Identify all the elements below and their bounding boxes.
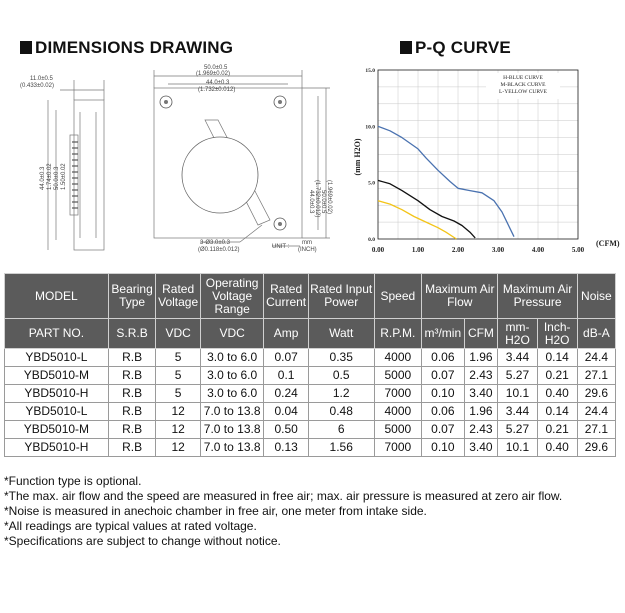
header-speed: Speed bbox=[374, 274, 422, 319]
table-row bbox=[5, 403, 616, 421]
header-noise: Noise bbox=[577, 274, 615, 319]
table-cell: 10.1 bbox=[498, 385, 537, 403]
x-tick-label: 3.00 bbox=[491, 246, 505, 254]
unit-speed: R.P.M. bbox=[374, 319, 422, 349]
table-cell: R.B bbox=[108, 385, 156, 403]
table-cell: 7000 bbox=[374, 385, 422, 403]
table-cell: 4000 bbox=[374, 349, 422, 367]
table-row bbox=[5, 439, 616, 457]
table-row bbox=[5, 385, 616, 403]
legend-yellow: L-YELLOW CURVE bbox=[499, 89, 547, 95]
table-cell: 0.24 bbox=[264, 385, 308, 403]
table-cell: 7.0 to 13.8 bbox=[200, 403, 264, 421]
table-cell: 27.1 bbox=[577, 367, 615, 385]
table-cell: 0.21 bbox=[537, 367, 577, 385]
table-cell: 0.07 bbox=[264, 349, 308, 367]
table-cell: 3.44 bbox=[498, 403, 537, 421]
square-bullet-icon bbox=[400, 41, 412, 54]
table-cell: 24.4 bbox=[577, 403, 615, 421]
dimensions-title: DIMENSIONS DRAWING bbox=[20, 38, 233, 58]
unit-part-no: PART NO. bbox=[5, 319, 109, 349]
table-cell: 0.40 bbox=[537, 439, 577, 457]
y-tick-label: 0.0 bbox=[368, 237, 375, 243]
table-cell: YBD5010-H bbox=[5, 439, 109, 457]
table-cell: 12 bbox=[156, 403, 200, 421]
table-cell: R.B bbox=[108, 367, 156, 385]
table-cell: 27.1 bbox=[577, 421, 615, 439]
header-rated-current: Rated Current bbox=[264, 274, 308, 319]
header-rated-input-power: Rated Input Power bbox=[308, 274, 374, 319]
header-rated-voltage: Rated Voltage bbox=[156, 274, 200, 319]
unit-pressure-mm: mm-H2O bbox=[498, 319, 537, 349]
unit-pressure-inch: Inch-H2O bbox=[537, 319, 577, 349]
note-item: *All readings are typical values at rated voltage. bbox=[4, 519, 257, 533]
table-cell: 0.21 bbox=[537, 421, 577, 439]
x-axis-label: (CFM) bbox=[596, 239, 620, 248]
header-bearing-type: Bearing Type bbox=[108, 274, 156, 319]
table-cell: R.B bbox=[108, 439, 156, 457]
dimensions-drawing bbox=[0, 60, 340, 265]
y-tick-label: 10.0 bbox=[365, 124, 375, 131]
top-inner-inch: (1.732±0.012) bbox=[198, 87, 236, 93]
table-cell: YBD5010-L bbox=[5, 403, 109, 421]
unit-noise: dB-A bbox=[577, 319, 615, 349]
side-width-dim: 11.0±0.5 bbox=[30, 76, 53, 82]
y-axis-label: (mm H2O) bbox=[353, 138, 362, 176]
table-cell: 24.4 bbox=[577, 349, 615, 367]
hole-inch: (Ø0.118±0.012) bbox=[198, 247, 240, 253]
table-cell: 7000 bbox=[374, 439, 422, 457]
table-cell: 5.27 bbox=[498, 421, 537, 439]
unit-label: UNIT : bbox=[272, 244, 290, 250]
table-header-row bbox=[5, 274, 616, 319]
note-item: *Function type is optional. bbox=[4, 474, 142, 488]
header-max-air-pressure: Maximum Air Pressure bbox=[498, 274, 577, 319]
table-cell: 5000 bbox=[374, 421, 422, 439]
table-cell: 3.0 to 6.0 bbox=[200, 367, 264, 385]
table-cell: 0.04 bbox=[264, 403, 308, 421]
table-cell: YBD5010-L bbox=[5, 349, 109, 367]
unit-flow-cfm: CFM bbox=[464, 319, 498, 349]
table-cell: 4000 bbox=[374, 403, 422, 421]
table-cell: 0.07 bbox=[422, 421, 464, 439]
table-cell: 3.0 to 6.0 bbox=[200, 349, 264, 367]
header-model: MODEL bbox=[5, 274, 109, 319]
table-cell: 29.6 bbox=[577, 385, 615, 403]
side-height-dim-4: 1.50±0.02 bbox=[61, 163, 67, 190]
top-width-inch: (1.969±0.02) bbox=[196, 71, 230, 77]
table-unit-row bbox=[5, 319, 616, 349]
legend-black: M-BLACK CURVE bbox=[500, 82, 546, 88]
table-cell: 7.0 to 13.8 bbox=[200, 439, 264, 457]
unit-current: Amp bbox=[264, 319, 308, 349]
table-cell: 12 bbox=[156, 439, 200, 457]
table-cell: 6 bbox=[308, 421, 374, 439]
table-cell: 0.10 bbox=[422, 385, 464, 403]
square-bullet-icon bbox=[20, 41, 32, 54]
table-cell: 2.43 bbox=[464, 367, 498, 385]
table-cell: 0.1 bbox=[264, 367, 308, 385]
table-cell: R.B bbox=[108, 403, 156, 421]
table-cell: 0.06 bbox=[422, 349, 464, 367]
x-tick-label: 4.00 bbox=[531, 246, 545, 254]
side-height-dim-3: 50.0±0.3 bbox=[54, 166, 60, 190]
right-dim-2: (1.732±0.012) bbox=[314, 180, 320, 218]
header-operating-voltage: Operating Voltage Range bbox=[200, 274, 264, 319]
table-cell: 0.35 bbox=[308, 349, 374, 367]
table-cell: YBD5010-M bbox=[5, 367, 109, 385]
pq-curve-chart bbox=[352, 62, 620, 262]
table-cell: R.B bbox=[108, 421, 156, 439]
header-max-air-flow: Maximum Air Flow bbox=[422, 274, 498, 319]
table-cell: YBD5010-H bbox=[5, 385, 109, 403]
side-height-dim-2: 1.74±0.02 bbox=[47, 163, 53, 190]
note-item: *The max. air flow and the speed are measured in free air; max. air pressure is measured at zero air flow. bbox=[4, 489, 563, 503]
note-item: *Specifications are subject to change without notice. bbox=[4, 534, 281, 548]
note-item: *Noise is measured in anechoic chamber in free air, one meter from intake side. bbox=[4, 504, 427, 518]
unit-operating-voltage: VDC bbox=[200, 319, 264, 349]
series-line-2 bbox=[378, 201, 456, 239]
table-cell: 12 bbox=[156, 421, 200, 439]
table-cell: 5 bbox=[156, 385, 200, 403]
x-tick-label: 0.00 bbox=[371, 246, 385, 254]
table-cell: 10.1 bbox=[498, 439, 537, 457]
table-cell: 1.2 bbox=[308, 385, 374, 403]
table-cell: 0.14 bbox=[537, 349, 577, 367]
table-cell: 1.96 bbox=[464, 349, 498, 367]
side-height-dim-1: 44.0±0.3 bbox=[40, 166, 46, 190]
x-tick-label: 1.00 bbox=[411, 246, 425, 254]
table-cell: 2.43 bbox=[464, 421, 498, 439]
table-cell: 0.07 bbox=[422, 367, 464, 385]
table-cell: 0.10 bbox=[422, 439, 464, 457]
unit-rated-voltage: VDC bbox=[156, 319, 200, 349]
hole-dim: 3-Ø3.0±0.3 bbox=[200, 240, 230, 246]
table-cell: 3.40 bbox=[464, 439, 498, 457]
table-cell: R.B bbox=[108, 349, 156, 367]
unit-mm: mm bbox=[302, 240, 312, 246]
table-cell: 3.0 to 6.0 bbox=[200, 385, 264, 403]
table-cell: 0.50 bbox=[264, 421, 308, 439]
table-cell: 5000 bbox=[374, 367, 422, 385]
top-width-dim: 50.0±0.5 bbox=[204, 65, 228, 71]
y-tick-label: 15.0 bbox=[365, 68, 375, 74]
table-row bbox=[5, 421, 616, 439]
right-dim-1: 44.0±0.3 bbox=[308, 190, 314, 214]
side-fins bbox=[72, 142, 78, 208]
right-dim-3: 50.0±0.5 bbox=[320, 190, 326, 214]
table-cell: 1.96 bbox=[464, 403, 498, 421]
side-width-inch: (0.433±0.02) bbox=[20, 83, 54, 89]
legend-blue: H-BLUE CURVE bbox=[503, 75, 543, 81]
table-row bbox=[5, 349, 616, 367]
x-tick-label: 5.00 bbox=[571, 246, 585, 254]
table-cell: 7.0 to 13.8 bbox=[200, 421, 264, 439]
unit-bearing: S.R.B bbox=[108, 319, 156, 349]
series-line-0 bbox=[378, 126, 514, 236]
table-cell: 5 bbox=[156, 367, 200, 385]
x-tick-label: 2.00 bbox=[451, 246, 465, 254]
table-cell: YBD5010-M bbox=[5, 421, 109, 439]
table-cell: 5.27 bbox=[498, 367, 537, 385]
table-cell: 3.40 bbox=[464, 385, 498, 403]
pq-curve-title: P-Q CURVE bbox=[400, 38, 511, 58]
notes bbox=[4, 474, 562, 549]
table-cell: 0.48 bbox=[308, 403, 374, 421]
fan-hub-circle bbox=[182, 137, 258, 213]
table-cell: 0.06 bbox=[422, 403, 464, 421]
top-inner-dim: 44.0±0.3 bbox=[206, 80, 230, 86]
table-cell: 5 bbox=[156, 349, 200, 367]
unit-inch: (INCH) bbox=[298, 247, 317, 253]
table-cell: 3.44 bbox=[498, 349, 537, 367]
table-cell: 0.14 bbox=[537, 403, 577, 421]
spec-table bbox=[4, 273, 616, 457]
table-cell: 29.6 bbox=[577, 439, 615, 457]
table-row bbox=[5, 367, 616, 385]
unit-flow-m3: m³/min bbox=[422, 319, 464, 349]
table-cell: 1.56 bbox=[308, 439, 374, 457]
table-cell: 0.5 bbox=[308, 367, 374, 385]
y-tick-label: 5.0 bbox=[368, 180, 375, 187]
table-cell: 0.13 bbox=[264, 439, 308, 457]
side-view-frame bbox=[74, 100, 104, 250]
right-dim-4: (1.969±0.02) bbox=[326, 180, 332, 214]
table-cell: 0.40 bbox=[537, 385, 577, 403]
unit-power: Watt bbox=[308, 319, 374, 349]
